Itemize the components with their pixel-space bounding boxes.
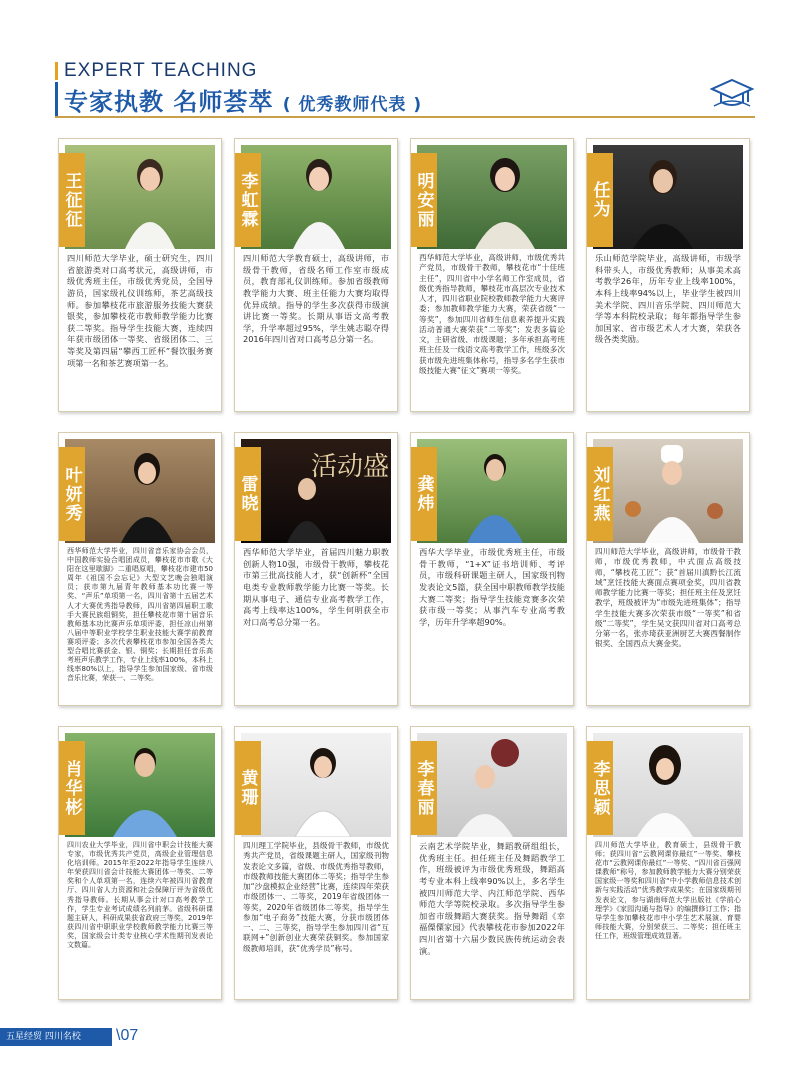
- teacher-bio: 西华师范大学毕业，高级讲师，市级优秀共产党员，市级骨干教师，攀枝花市“十佳班主任”，四川省中小学名师工作室成员，省级优秀指导教师，攀枝花市高层次专业技术人才，四川省职业院校教师教学能力大赛评委；参加教师教学能力大赛，荣获省级“一等奖”，参加四川省师生信息素养提升实践活动普通大赛荣获“二等奖”；发表多篇论文，主研省级、市级课题；多年承担高考班班主任及一线语文高考教学工作，班级多次获市级先进班集体称号，指导多名学生获市级技能大赛“征文”赛项一等奖。: [419, 253, 565, 375]
- teacher-bio: 四川师范大学毕业，教育硕士，县级骨干教师；获四川省“云教网课你最红”一等奖、攀枝花市“云教网课你最红”一等奖、“四川省百强网课教师”称号，参加教师教学能力大赛分别荣获国家级一等奖和四川省“中小学教师信息技术创新与实践活动”优秀教学成果奖；在国家级期刊发表论文，参与湖南师范大学出版社《学前心理学》《家园沟通与指导》的编撰修订工作；指导学生参加攀枝花市中小学生艺术展演、育婴师技能大赛，分别荣获三、二等奖；担任班主任工作，班级管理成效显著。: [595, 841, 741, 940]
- teacher-bio: 云南艺术学院毕业，舞蹈教研组组长，优秀班主任。担任班主任及舞蹈教学工作，班级被评为市级优秀班级，舞蹈高考专业本科上线率90%以上，多名学生被四川师范大学、内江师范学院、西华师范大学等院校录取。多次指导学生参加省市级舞蹈大赛获奖。指导舞蹈《幸福傈僳家园》代表攀枝花市参加2022年四川省第十六届少数民族传统运动会表演。: [419, 841, 565, 956]
- teacher-card: [410, 726, 574, 1000]
- teacher-bio: 乐山师范学院毕业，高级讲师，市级学科带头人，市级优秀教师；从事美术高考教学26年，历年专业上线率100%，本科上线率94%以上，毕业学生被四川美术学院、四川音乐学院、四川师范大学等本科院校录取；每年都指导学生参加国家、省市级艺术人才大赛，荣获各级各类奖励。: [595, 253, 741, 345]
- teacher-photo: [241, 733, 391, 837]
- teacher-card: [234, 432, 398, 706]
- teacher-name: 明安丽: [411, 153, 437, 247]
- teacher-card: [58, 726, 222, 1000]
- header-divider: [55, 116, 755, 118]
- teacher-photo: [417, 733, 567, 837]
- teacher-photo: [593, 439, 743, 543]
- teacher-name: 王征征: [59, 153, 85, 247]
- footer-label: 五星经贸 四川名校: [0, 1028, 112, 1046]
- teacher-card: [586, 726, 750, 1000]
- teacher-bio: 四川师范大学毕业，高级讲师，市级骨干教师，市级优秀教师，中式面点高级技师，“攀枝花工匠”；获“首届川滇黔长江流域”烹饪技能大赛面点赛项金奖，四川省教师教学能力比赛一等奖；担任班主任及烹饪教学，班级被评为“市级先进班集体”；指导学生技能大赛多次荣获市级“一等奖”和省级“二等奖”，学生吴文获四川省对口高考总分第一名，张亦琦获亚洲厨艺大赛西餐制作银奖、全国西点大赛金奖。: [595, 547, 741, 649]
- teacher-bio: 四川师范大学教育硕士，高级讲师，市级骨干教师，省级名师工作室市级成员，教育部礼仪训练师。参加省级教师教学能力大赛、班主任能力大赛均取得优异成绩。指导的学生多次获得市级演讲比赛一等奖。长期从事语文高考教学，升学率超过95%，学生姚志聪夺得2016年四川省对口高考总分第一名。: [243, 253, 389, 345]
- teacher-card: [586, 138, 750, 412]
- page-number: \07: [116, 1027, 139, 1044]
- teacher-bio: 西华师范大学毕业，首届四川魅力职教创新人物10强，市级骨干教师，攀枝花市第三批高技能人才，获“创新杯”全国电类专业教师教学能力比赛一等奖。长期从事电子、通信专业高考教学工作，高考上线率达100%，学生何明获全市对口高考总分第一名。: [243, 547, 389, 627]
- teacher-name: 李虹霖: [235, 153, 261, 247]
- teacher-card: [586, 432, 750, 706]
- page-number-value: 07: [120, 1027, 139, 1044]
- teacher-photo: [241, 439, 391, 543]
- teacher-card: [58, 432, 222, 706]
- teacher-photo: [417, 439, 567, 543]
- teacher-bio: 四川农业大学毕业，四川省中职会计技能大赛专家，市级优秀共产党员，高级企业管理信息化培训师。2015年至2022年指导学生连续八年荣获四川省会计技能大赛团体一等奖、二等奖和个人单项第一名，连续六年被四川省教育厅、四川省人力资源和社会保障厅评为省级优秀指导教师。长期从事会计对口高考教学工作，学生专业考试成绩名列前茅。省级科研课题主研人，科研成果获省政府三等奖，2019年获四川省中职职业学校教师教学能力比赛三等奖，国家级会计类专业核心学术性期刊发表论文数篇。: [67, 841, 213, 950]
- teacher-name: 雷晓: [235, 447, 261, 541]
- teacher-name: 叶妍秀: [59, 447, 85, 541]
- teacher-photo: [241, 145, 391, 249]
- teacher-card: [410, 138, 574, 412]
- teacher-bio: 西华师范大学毕业，四川省音乐家协会会员，中国教师实验合唱团成员，攀枝花市市歌《大阳在这里歇脚》二重唱原唱，攀枝花市建市50周年《祖国不会忘记》大型文艺晚会独唱演员；获市第九届青年教师基本功比赛一等奖、“声乐”单项第一名，四川省第十五届艺术人才大赛优秀指导教师，四川省第四届职工歌手大赛民族组铜奖，担任攀枝花市第十届音乐教师基本功比赛声乐单项评委，担任凉山州第八届中等职业学校学生职业技能大赛学前教育赛项评委；多次代表攀枝花市参加全国各类大型合唱比赛获金、银、铜奖；长期担任音乐高考班声乐教学工作，专业上线率100%，本科上线率80%以上，指导学生参加国家级、省市级音乐比赛，荣获一、二等奖。: [67, 547, 213, 683]
- teacher-bio: 四川理工学院毕业，县级骨干教师，市级优秀共产党员，省级课题主研人，国家级刊物发表论文多篇，省级、市级优秀指导教师，市级教师技能大赛团体二等奖；指导学生参加“沙盘模拟企业经营”比赛，连续四年荣获市级团体一、二等奖，2019年省级团体一等奖，2020年省级团体二等奖，指导学生参加“电子商务”技能大赛，分获市级团体一、二、三等奖，指导学生参加四川省“互联网+”创新创业大赛荣获铜奖。参加国家级教师培训，获“优秀学员”称号。: [243, 841, 389, 953]
- teacher-card: [234, 138, 398, 412]
- teacher-name: 黄珊: [235, 741, 261, 835]
- teacher-bio: 西华大学毕业，市级优秀班主任，市级骨干教师，“1+X”证书培训师、考评员，市级科研课题主研人，国家级刊物发表论文5篇，获全国中职教师教学技能大赛二等奖；指导学生技能竞赛多次荣获市级一等奖；从事汽车专业高考教学，历年升学率超90%。: [419, 547, 565, 627]
- teacher-bio: 四川师范大学毕业，硕士研究生，四川省旅游类对口高考状元，高级讲师，市级优秀班主任，市级优秀党员，全国导游员，国家级礼仪训练师，茶艺高级技师。参加攀枝花市旅游服务技能大赛获银奖，参加攀枝花市教师教学能力比赛获二等奖。指导学生技能大赛，连续四年获市级团体一等奖、省级团体二、三等奖及第四届“攀西工匠杯”餐饮服务赛项第一名和茶艺赛项第一名。: [67, 253, 213, 368]
- teacher-name: 龚炜: [411, 447, 437, 541]
- page-footer: [0, 1028, 800, 1048]
- teacher-name: 任为: [587, 153, 613, 247]
- graduation-cap-icon: [710, 76, 754, 114]
- teacher-card: [410, 432, 574, 706]
- teacher-photo: [593, 145, 743, 249]
- teacher-card: [234, 726, 398, 1000]
- svg-text:活动盛: 活动盛: [311, 452, 390, 482]
- teacher-photo: [65, 733, 215, 837]
- teacher-photo: [417, 145, 567, 249]
- page-title: 专家执教 名师荟萃: [64, 88, 274, 116]
- teacher-photo: [65, 439, 215, 543]
- teacher-name: 李春丽: [411, 741, 437, 835]
- teacher-name: 李思颖: [587, 741, 613, 835]
- header-title-en: EXPERT TEACHING: [55, 62, 257, 80]
- header-title-cn: [55, 82, 422, 117]
- page-subtitle: ( 优秀教师代表 ): [282, 95, 423, 115]
- teacher-photo: [593, 733, 743, 837]
- teacher-name: 肖华彬: [59, 741, 85, 835]
- teacher-card: [58, 138, 222, 412]
- teacher-photo: [65, 145, 215, 249]
- teacher-name: 刘红燕: [587, 447, 613, 541]
